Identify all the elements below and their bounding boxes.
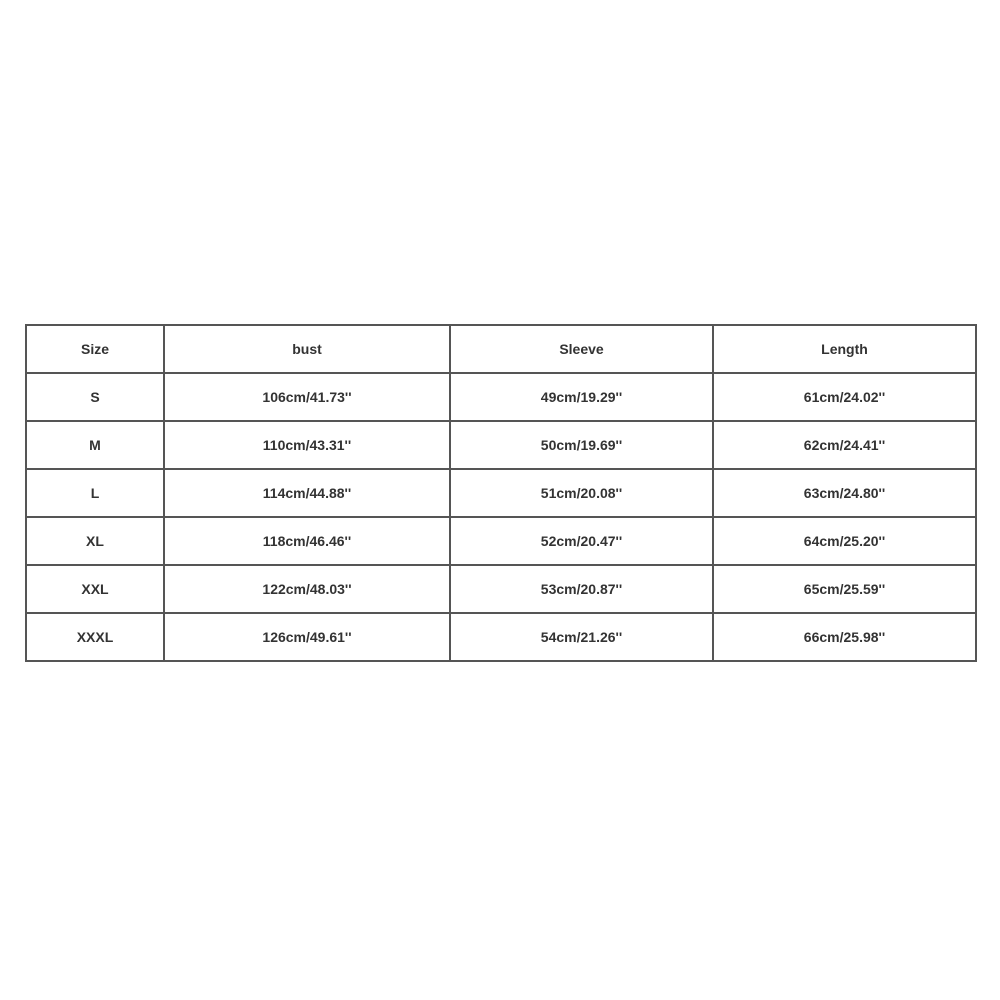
cell-size: M [26, 421, 164, 469]
cell-sleeve: 52cm/20.47'' [450, 517, 713, 565]
cell-length: 62cm/24.41'' [713, 421, 976, 469]
cell-size: S [26, 373, 164, 421]
header-size: Size [26, 325, 164, 373]
cell-sleeve: 53cm/20.87'' [450, 565, 713, 613]
header-sleeve: Sleeve [450, 325, 713, 373]
cell-bust: 122cm/48.03'' [164, 565, 450, 613]
cell-size: XXL [26, 565, 164, 613]
cell-sleeve: 49cm/19.29'' [450, 373, 713, 421]
cell-sleeve: 50cm/19.69'' [450, 421, 713, 469]
cell-size: XL [26, 517, 164, 565]
table-row [26, 469, 976, 517]
table-row [26, 565, 976, 613]
header-length: Length [713, 325, 976, 373]
cell-length: 65cm/25.59'' [713, 565, 976, 613]
cell-sleeve: 54cm/21.26'' [450, 613, 713, 661]
cell-bust: 106cm/41.73'' [164, 373, 450, 421]
table-row [26, 613, 976, 661]
table-header-row [26, 325, 976, 373]
cell-length: 66cm/25.98'' [713, 613, 976, 661]
cell-length: 61cm/24.02'' [713, 373, 976, 421]
size-chart-table [25, 324, 977, 662]
cell-bust: 126cm/49.61'' [164, 613, 450, 661]
cell-size: XXXL [26, 613, 164, 661]
cell-length: 63cm/24.80'' [713, 469, 976, 517]
cell-bust: 114cm/44.88'' [164, 469, 450, 517]
cell-sleeve: 51cm/20.08'' [450, 469, 713, 517]
cell-bust: 118cm/46.46'' [164, 517, 450, 565]
table-row [26, 517, 976, 565]
table-row [26, 421, 976, 469]
cell-length: 64cm/25.20'' [713, 517, 976, 565]
cell-size: L [26, 469, 164, 517]
cell-bust: 110cm/43.31'' [164, 421, 450, 469]
table-row [26, 373, 976, 421]
header-bust: bust [164, 325, 450, 373]
